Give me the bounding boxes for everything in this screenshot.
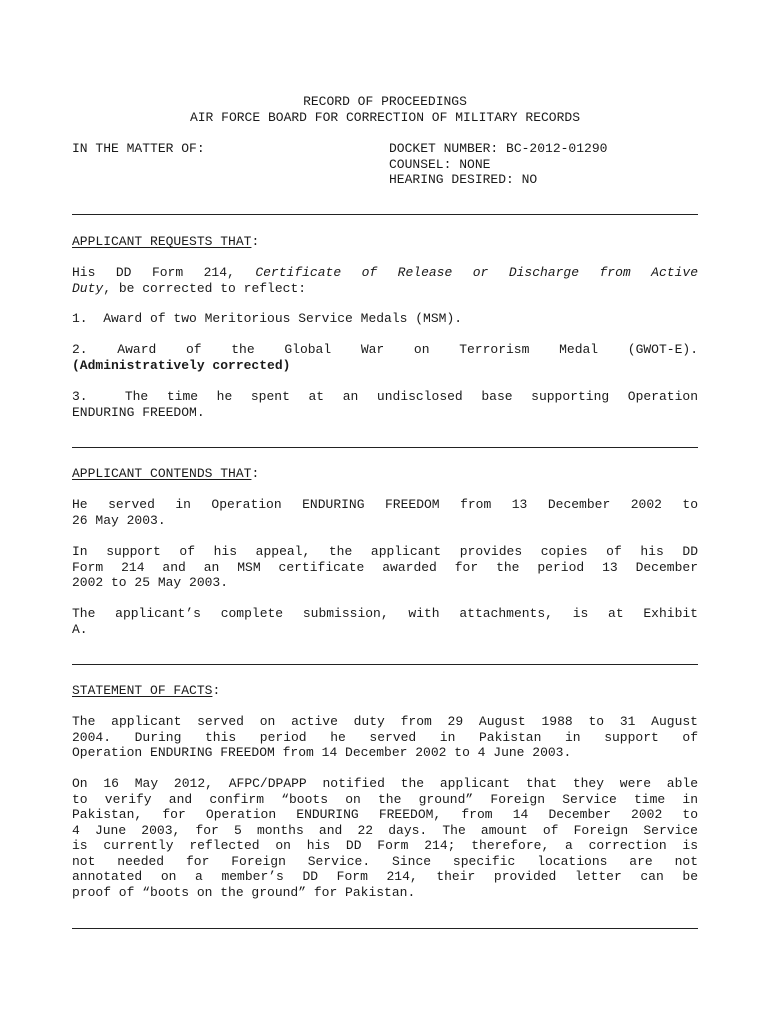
contends-paragraph-1 <box>72 497 698 528</box>
request-item-3-line-2: ENDURING FREEDOM. <box>72 404 205 420</box>
contends-paragraph-2 <box>72 544 698 591</box>
facts-p2-line-6: not needed for Foreign Service. Since specific locations are not <box>72 853 698 869</box>
requests-intro-post: , be corrected to reflect: <box>103 280 307 296</box>
contends-p1-line-2: 26 May 2003. <box>72 512 166 528</box>
divider-3 <box>72 664 698 665</box>
contends-p3-line-2: A. <box>72 621 88 637</box>
contends-paragraph-3 <box>72 606 698 637</box>
facts-heading-text: STATEMENT OF FACTS <box>72 683 213 698</box>
facts-p2-line-8: proof of “boots on the ground” for Pakistan. <box>72 884 416 900</box>
docket-number: DOCKET NUMBER: BC-2012-01290 <box>389 141 608 156</box>
facts-p1-line-1: The applicant served on active duty from 29 August 1988 to 31 August <box>72 714 698 729</box>
docket-details <box>389 141 607 188</box>
request-item-3-line-1: 3. The time he spent at an undisclosed base supporting Operation <box>72 389 698 404</box>
hearing-desired: HEARING DESIRED: NO <box>389 172 538 187</box>
request-item-3 <box>72 389 698 420</box>
request-item-1: 1. Award of two Meritorious Service Medals (MSM). <box>72 311 463 326</box>
request-item-2 <box>72 342 698 373</box>
facts-p2-line-2: to verify and confirm “boots on the ground” Foreign Service time in <box>72 791 698 807</box>
request-item-2-note: (Administratively corrected) <box>72 357 291 373</box>
contends-p1-line-1: He served in Operation ENDURING FREEDOM from 13 December 2002 to <box>72 497 698 512</box>
facts-p1-line-3: Operation ENDURING FREEDOM from 14 December 2002 to 4 June 2003. <box>72 745 572 760</box>
divider-4 <box>72 928 698 929</box>
request-item-2-text: 2. Award of the Global War on Terrorism Medal (GWOT-E). <box>72 342 698 357</box>
facts-heading: STATEMENT OF FACTS: <box>72 683 221 698</box>
form-title-part-1: Certificate of Release or Discharge from Active <box>255 265 698 280</box>
document-header <box>72 94 698 125</box>
counsel: COUNSEL: NONE <box>389 156 491 172</box>
requests-heading-text: APPLICANT REQUESTS THAT <box>72 234 252 249</box>
divider-1 <box>72 214 698 215</box>
facts-p2-line-7: annotated on a member’s DD Form 214, their provided letter can be <box>72 869 698 884</box>
matter-block <box>72 141 698 189</box>
divider-2 <box>72 447 698 448</box>
contends-p2-line-2: Form 214 and an MSM certificate awarded for the period 13 December <box>72 559 698 575</box>
header-line-1: RECORD OF PROCEEDINGS <box>303 94 467 109</box>
facts-p2-line-4: 4 June 2003, for 5 months and 22 days. The amount of Foreign Service <box>72 822 698 838</box>
facts-p2-line-1: On 16 May 2012, AFPC/DPAPP notified the applicant that they were able <box>72 776 698 791</box>
header-line-2: AIR FORCE BOARD FOR CORRECTION OF MILITARY RECORDS <box>189 109 581 125</box>
facts-p2-line-3: Pakistan, for Operation ENDURING FREEDOM, from 14 December 2002 to <box>72 807 698 822</box>
contends-p3-line-1: The applicant’s complete submission, with attachments, is at Exhibit <box>72 606 698 621</box>
facts-paragraph-2 <box>72 776 698 900</box>
matter-label: IN THE MATTER OF: <box>72 141 205 156</box>
requests-intro <box>72 265 698 296</box>
facts-paragraph-1 <box>72 714 698 761</box>
requests-intro-pre: His DD Form 214, <box>72 265 256 280</box>
facts-p2-line-5: is currently reflected on his DD Form 214; therefore, a correction is <box>72 838 698 853</box>
requests-heading: APPLICANT REQUESTS THAT: <box>72 234 260 249</box>
contends-p2-line-1: In support of his appeal, the applicant provides copies of his DD <box>72 544 698 559</box>
contends-p2-line-3: 2002 to 25 May 2003. <box>72 575 229 590</box>
form-title-part-2: Duty <box>72 280 104 296</box>
contends-heading: APPLICANT CONTENDS THAT: <box>72 466 260 481</box>
contends-heading-text: APPLICANT CONTENDS THAT <box>72 466 252 481</box>
facts-p1-line-2: 2004. During this period he served in Pakistan in support of <box>72 729 698 745</box>
